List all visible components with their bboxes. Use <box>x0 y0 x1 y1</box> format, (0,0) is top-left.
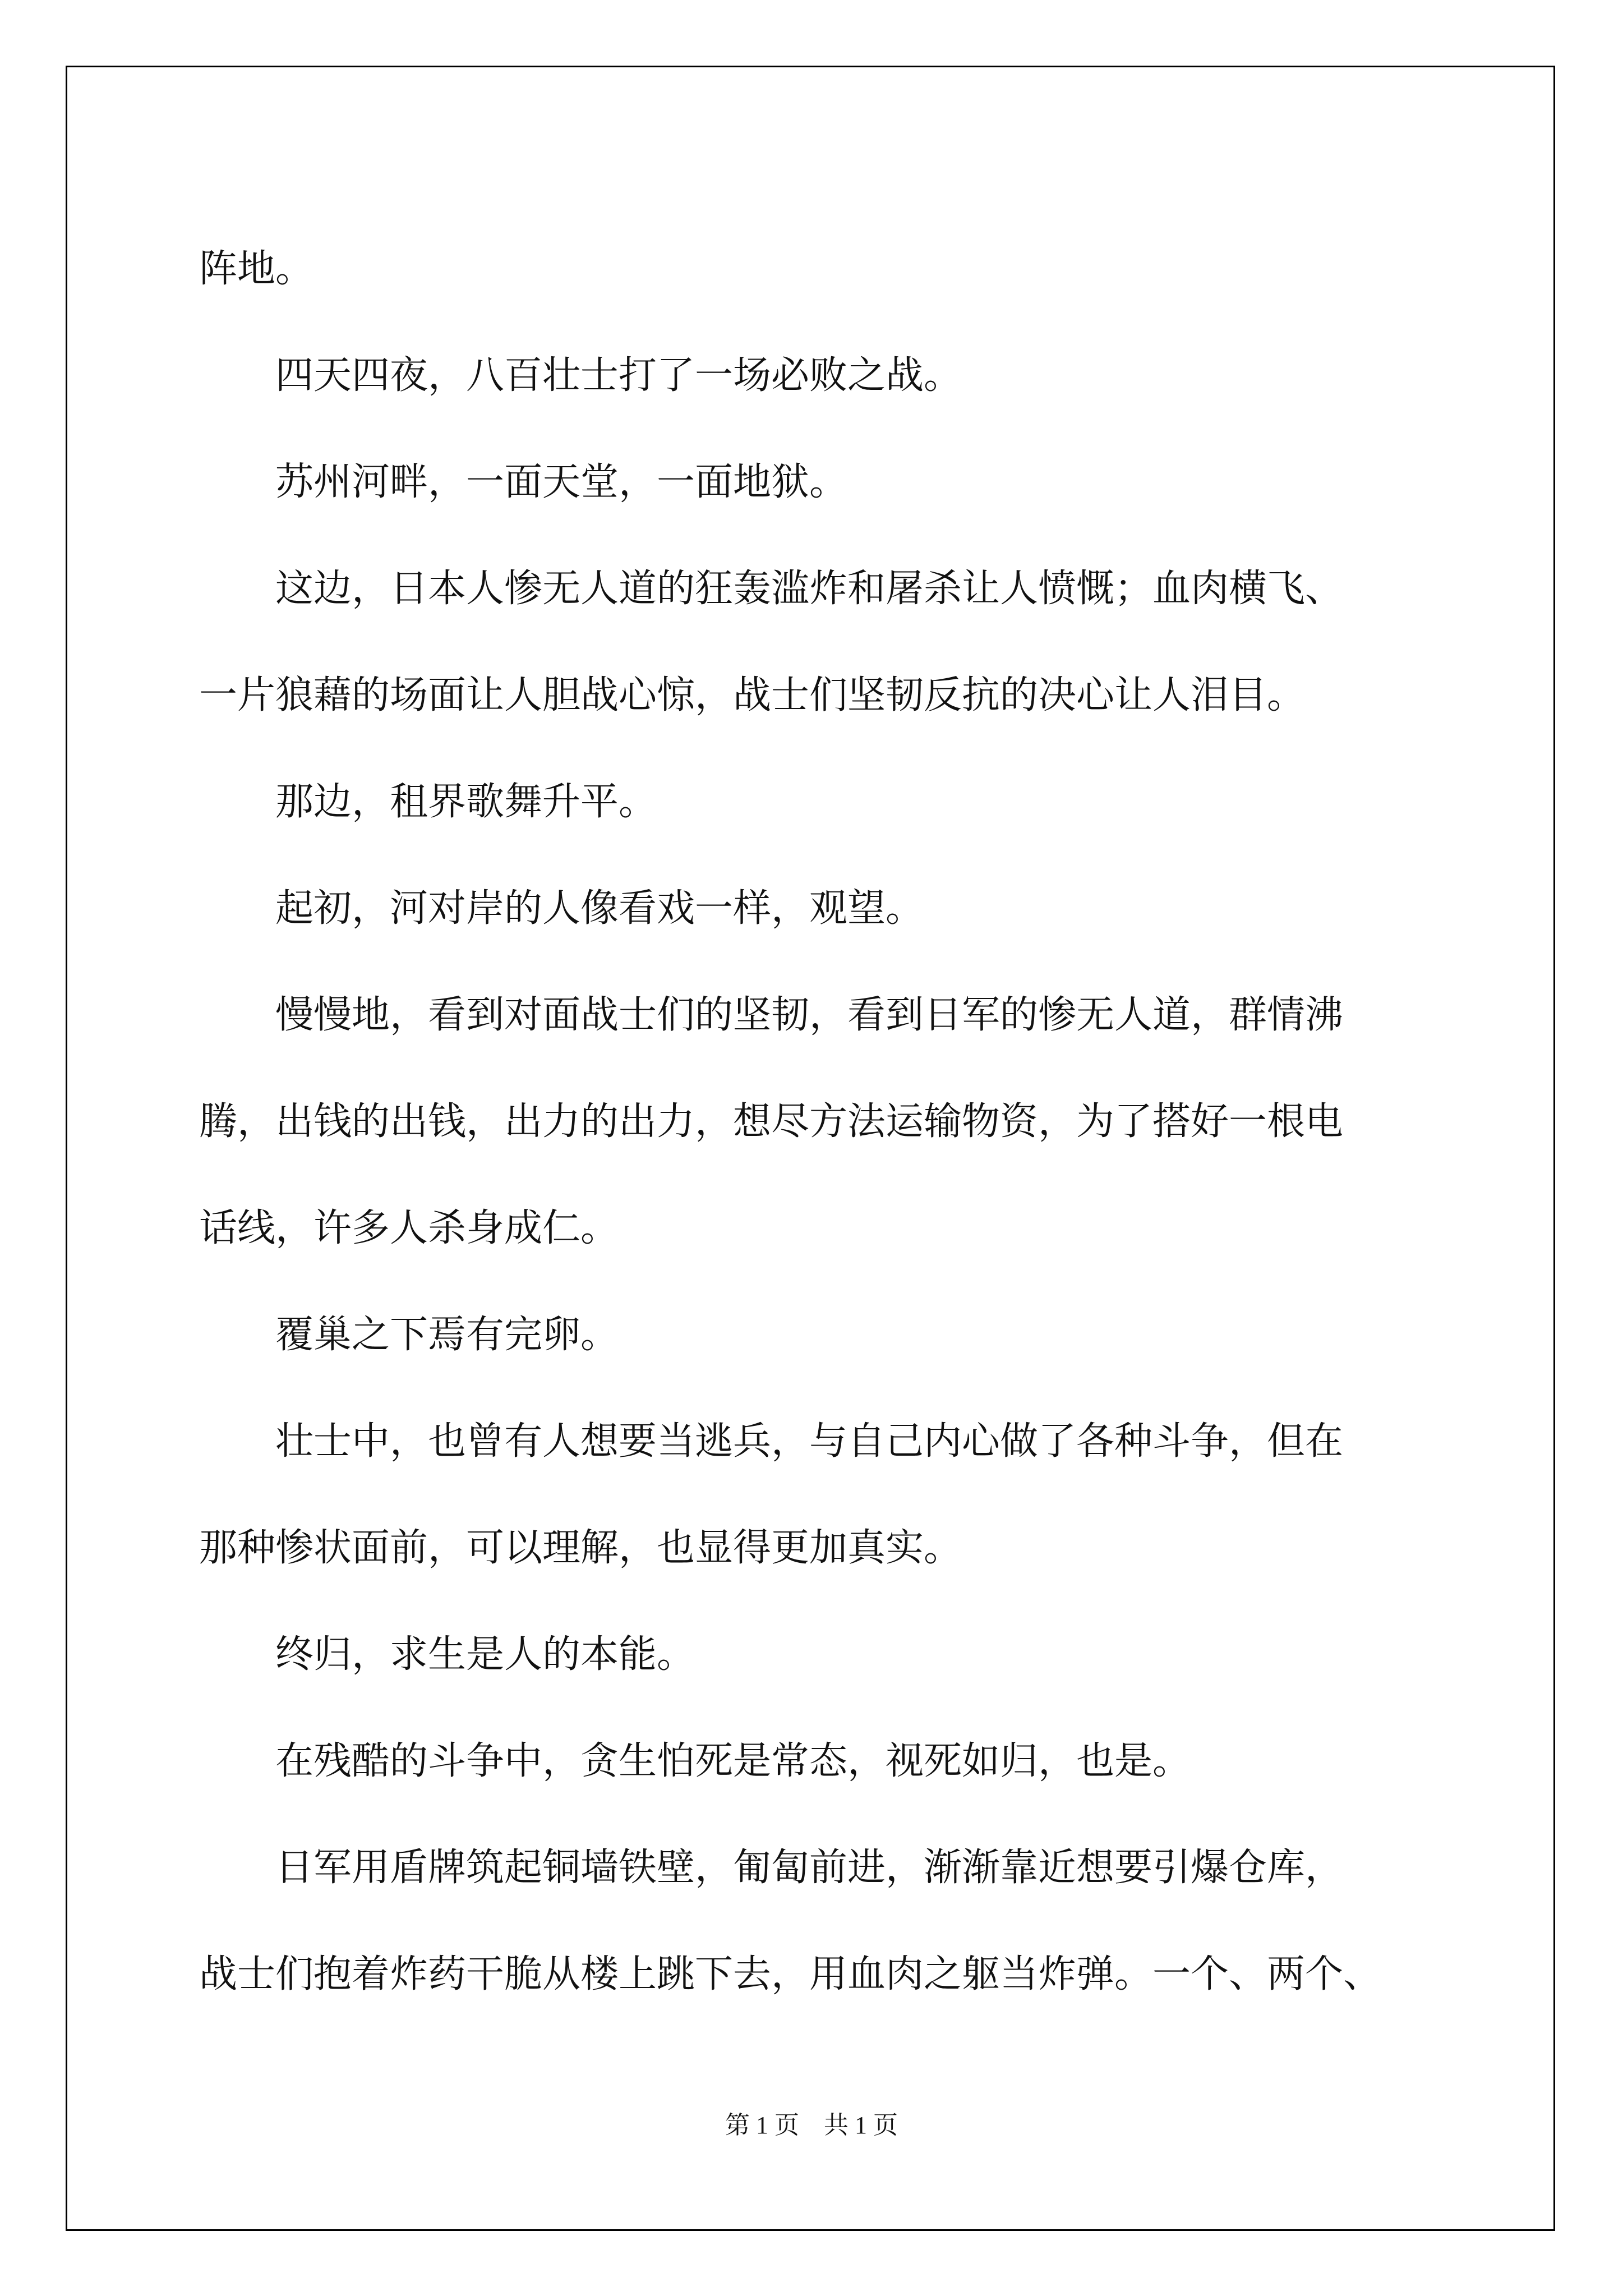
text-line: 那边，租界歌舞升平。 <box>199 780 657 824</box>
text-line: 这边，日本人惨无人道的狂轰滥炸和屠杀让人愤慨；血肉横飞、 <box>199 567 1344 611</box>
text-line: 阵地。 <box>199 247 314 291</box>
text-line: 苏州河畔，一面天堂，一面地狱。 <box>199 460 848 504</box>
text-line: 一片狼藉的场面让人胆战心惊，战士们坚韧反抗的决心让人泪目。 <box>199 673 1306 717</box>
text-line: 腾，出钱的出钱，出力的出力，想尽方法运输物资，为了搭好一根电 <box>199 1099 1344 1144</box>
text-line: 慢慢地，看到对面战士们的坚韧，看到日军的惨无人道，群情沸 <box>199 993 1344 1037</box>
page-number-footer: 第 1 页 共 1 页 <box>725 2111 898 2139</box>
text-line: 起初，河对岸的人像看戏一样，观望。 <box>199 886 924 931</box>
text-line: 话线，许多人杀身成仁。 <box>199 1206 619 1250</box>
text-line: 壮士中，也曾有人想要当逃兵，与自己内心做了各种斗争，但在 <box>199 1419 1344 1464</box>
text-line: 在残酷的斗争中，贪生怕死是常态，视死如归，也是。 <box>199 1739 1191 1783</box>
text-line: 那种惨状面前，可以理解，也显得更加真实。 <box>199 1526 962 1570</box>
text-line: 战士们抱着炸药干脆从楼上跳下去，用血肉之躯当炸弹。一个、两个、 <box>199 1952 1382 1996</box>
document-body <box>199 216 1455 2028</box>
text-line: 覆巢之下焉有完卵。 <box>199 1313 619 1357</box>
text-line: 四天四夜，八百壮士打了一场必败之战。 <box>199 353 962 398</box>
text-line: 日军用盾牌筑起铜墙铁壁，匍匐前进，渐渐靠近想要引爆仓库， <box>199 1846 1344 1890</box>
text-line: 终归，求生是人的本能。 <box>199 1632 695 1677</box>
